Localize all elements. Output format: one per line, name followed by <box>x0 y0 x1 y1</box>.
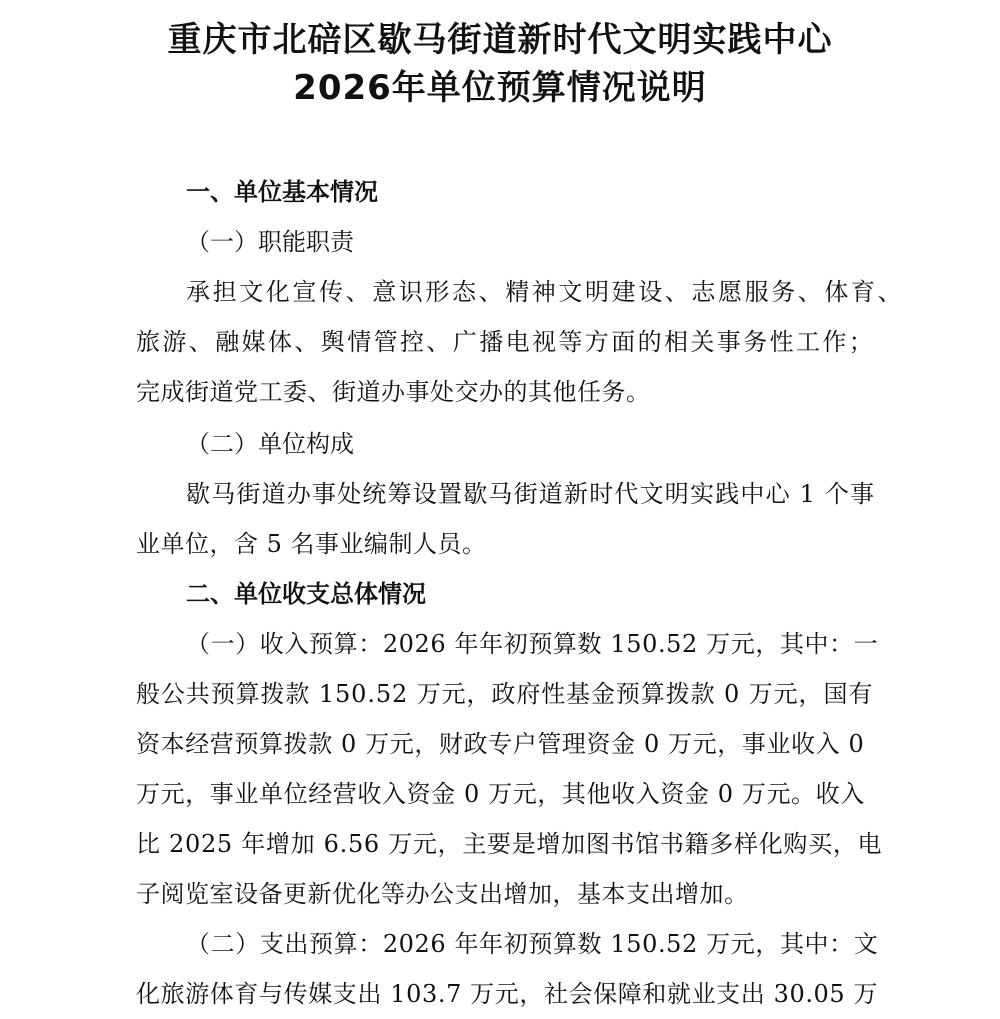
paragraph-line: 万元，事业单位经营收入资金 0 万元，其他收入资金 0 万元。收入 <box>136 780 865 808</box>
paragraph-line: 资本经营预算拨款 0 万元，财政专户管理资金 0 万元，事业收入 0 <box>136 730 865 758</box>
income-label: （一）收入预算： <box>186 630 383 658</box>
income-first-line <box>186 624 878 659</box>
section-1-heading: 一、单位基本情况 <box>186 178 378 206</box>
document-title-line-2: 2026年单位预算情况说明 <box>293 68 707 108</box>
paragraph-line: 子阅览室设备更新优化等办公支出增加，基本支出增加。 <box>136 880 749 908</box>
expense-first-line <box>186 924 878 959</box>
paragraph-line: 比 2025 年增加 6.56 万元，主要是增加图书馆书籍多样化购买，电 <box>136 830 883 858</box>
expense-label: （二）支出预算： <box>186 930 383 958</box>
document-title-line-1: 重庆市北碚区歇马街道新时代文明实践中心 <box>167 20 833 60</box>
section-2-heading: 二、单位收支总体情况 <box>186 580 426 608</box>
section-1-sub-2-heading: （二）单位构成 <box>186 430 354 458</box>
paragraph-line: 化旅游体育与传媒支出 103.7 万元，社会保障和就业支出 30.05 万 <box>136 980 879 1008</box>
income-first-line-text: 2026 年年初预算数 150.52 万元，其中：一 <box>382 630 879 658</box>
section-1-sub-1-heading: （一）职能职责 <box>186 228 354 256</box>
paragraph-line: 完成街道党工委、街道办事处交办的其他任务。 <box>136 378 651 406</box>
paragraph-line: 歇马街道办事处统筹设置歇马街道新时代文明实践中心 1 个事 <box>186 480 876 508</box>
paragraph-line: 业单位，含 5 名事业编制人员。 <box>136 530 487 558</box>
paragraph-line: 承担文化宣传、意识形态、精神文明建设、志愿服务、体育、 <box>186 278 905 306</box>
expense-first-line-text: 2026 年年初预算数 150.52 万元，其中：文 <box>382 930 879 958</box>
paragraph-line: 般公共预算拨款 150.52 万元，政府性基金预算拨款 0 万元，国有 <box>136 680 874 708</box>
paragraph-line: 旅游、融媒体、舆情管控、广播电视等方面的相关事务性工作； <box>136 328 876 356</box>
